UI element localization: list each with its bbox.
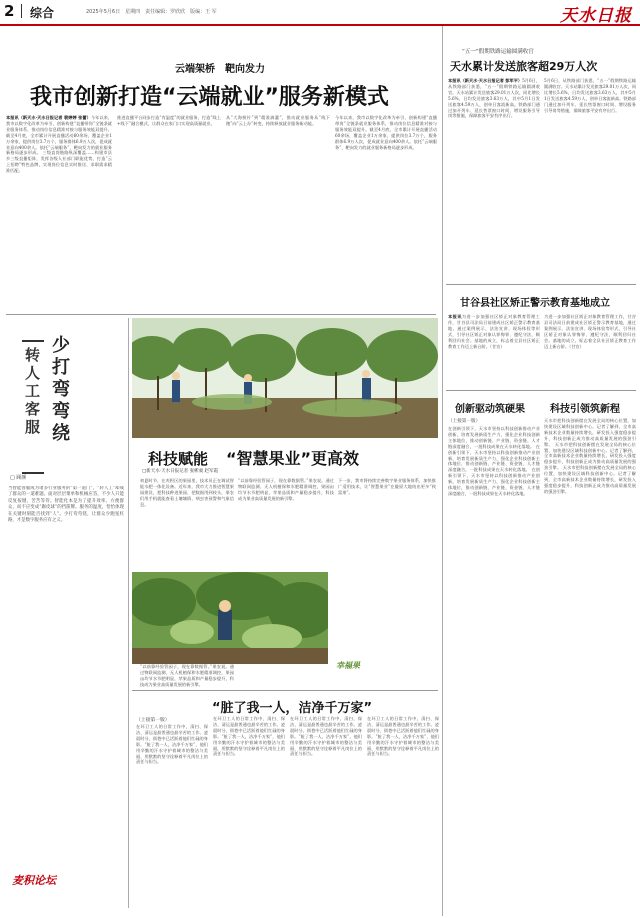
feature-bottom-rule <box>132 690 438 691</box>
bottom-subline: （上接第一版） <box>136 718 170 723</box>
bottom-body-col1: 在环卫工人的日常工作中，清扫、保洁、清运是最普通也最辛苦的工作。凌晨时分，街巷中已活跃着他们忙碌的身影。“脏了我一人，洁净千万家”，他们用辛勤的汗水守护着城市的整洁与美丽，用默默的坚守诠释着平凡岗位上的责任与担当。 <box>136 724 208 765</box>
right-top-headline: 天水累计发送旅客超29万人次 <box>450 60 598 73</box>
feature-body-col1b: “以前靠经验管园子，现在靠数据管。”果农说。通过物联网监测、无人机植保和水肥精准调控，果园亩均节水节肥明显，苹果品质和产量稳步提升，科技成为果业高质量发展的新引擎。 <box>140 664 234 687</box>
gangu-col1: 本报讯为进一步加强社区矫正对象教育管理工作，甘谷县司法局日前建成社区矫正警示教育基地，通过案例展示、法治宣讲、现场体验等形式，引导社区矫正对象认罪悔罪、遵纪守法，顺利回归社会。基地的成立，标志着全县社区矫正教育工作迈上新台阶。（甘宣） <box>448 314 540 349</box>
orchard-photo-image <box>132 318 438 438</box>
left-column-divider <box>128 318 129 908</box>
column-left-body: 在创新引领下，天水市坚持以科技创新推动产业创新，培育发展新质生产力，强化企业科技创新主体地位，推动创新链、产业链、资金链、人才链深度融合，一批科技成果在天水转化落地。 在创新引领下，天水市坚持以科技创新推动产业创新，培育发展新质生产力，强化企业科技创新主体地位，推动创新链、产业链、资金链、人才链深度融合，一批科技成果在天水转化落地。 在创新引领下，天水市坚持以科技创新推动产业创新，培育发展新质生产力，强化企业科技创新主体地位，推动创新链、产业链、资金链、人才链深度融合，一批科技成果在天水转化落地。 <box>448 426 540 496</box>
side-body: 当智能客服成为诸多行业服务的“第一道门”，“转人工”却成了群众的一道难题。面对层层菜单和机械应答，不少人只能反复按键、苦苦等待。智能化本是为了提升效率、方便群众，而不应变成“踢皮球”的挡箭牌。服务的温度，恰恰体现在关键时刻能否找到“人”。少打弯弯绕，让群众少跑冤枉路，才是数字服务应有之义。 <box>8 486 124 524</box>
right-column-divider <box>442 26 443 916</box>
feature-headline-a: 科技赋能 <box>148 450 209 468</box>
feature-logo-text: 幸福果 <box>336 660 360 670</box>
side-byline: □ 顾颜 <box>10 475 27 481</box>
feature-photo-small <box>132 572 328 664</box>
right-top-kicker: “五一”假期铁路运输圆满收官 <box>462 49 534 55</box>
lead-body-col2 <box>117 115 221 311</box>
side-vertical-box <box>22 340 44 474</box>
lead-bottom-rule <box>6 314 436 315</box>
right-top-col1: 本报讯（新天水·天水日报记者 彭军平）5月6日，从铁路部门获悉，“五一”假期铁路运输圆满收官。天水站累计发送旅客29.01万人次，同比增长5.6%，日均发送旅客3.63万人，其中5月1日发送旅客4.59万人，创单日客流新高。铁路部门通过加开列车、延长售票窗口时间、增设服务引导岗等措施，保障旅客平安有序出行。 <box>448 78 540 119</box>
lead-body-b: 三级直岗链路纵深覆盖……构建市县乡三级直播矩阵，发挥各级人社部门职能优势，打造“云上招聘”特色品牌，实现岗位信息实时推送、求职需求精准匹配。 <box>6 150 112 174</box>
orchard-close-photo <box>132 572 328 664</box>
masthead-divider <box>21 4 22 18</box>
lead-body-a: 今年以来，我市以数字化改革为牵引，创新构建“直播带岗”全链条就业服务体系，推动岗位信息精准对接与服务效能双提升。截至4月底，全市累计开展直播活动60余场，覆盖企业1万余家，提供岗位3.7万个，服务群体6.9万人次，促成就业意向400余人。依托“云端服务”，靶向发力的就业服务新格局逐步形成。 <box>6 115 112 156</box>
right-top-rule <box>446 284 636 285</box>
column-right-headline: 科技引领筑新程 <box>550 404 620 415</box>
bottom-body-col3: 在环卫工人的日常工作中，清扫、保洁、清运是最普通也最辛苦的工作。凌晨时分，街巷中已活跃着他们忙碌的身影。“脏了我一人，洁净千万家”，他们用辛勤的汗水守护着城市的整洁与美丽，用默默的坚守诠释着平凡岗位上的责任与担当。 <box>290 716 362 757</box>
lead-body-col4 <box>335 115 437 311</box>
column-right-body: 天水市把科技创新摆在发展全局的核心位置，加快建设区域科技创新中心。记者了解到，全市高新技术企业数量持续增长，研发投入强度稳步提升，科技创新正成为推动高质量发展的强劲引擎。 天水市把科技创新摆在发展全局的核心位置，加快建设区域科技创新中心。记者了解到，全市高新技术企业数量持续增长，研发投入强度稳步提升，科技创新正成为推动高质量发展的强劲引擎。 天水市把科技创新摆在发展全局的核心位置，加快建设区域科技创新中心。记者了解到，全市高新技术企业数量持续增长，研发投入强度稳步提升，科技创新正成为推动高质量发展的强劲引擎。 <box>544 418 636 494</box>
bottom-headline: “脏了我一人，洁净千万家” <box>212 701 373 716</box>
gangu-headline: 甘谷县社区矫正警示教育基地成立 <box>460 298 610 309</box>
column-left-headline: 创新驱动筑硬果 <box>455 404 525 415</box>
gangu-col2: 为进一步加强社区矫正对象教育管理工作，甘谷县司法局日前建成社区矫正警示教育基地，通过案例展示、法治宣讲、现场体验等形式，引导社区矫正对象认罪悔罪、遵纪守法，顺利回归社会。基地的成立，标志着全县社区矫正教育工作迈上新台阶。（甘宣） <box>544 314 636 349</box>
orchard-photo <box>132 318 438 438</box>
feature-body-col1: 初夏时节，在麦积区的果园里，技术员正在调试智能水肥一体化设备。近年来，我市大力推进智慧果园建设，把科技种进果园、把数据用到枝头，果农们用手机就能查看土壤墒情、病虫害预警和气象信息。 <box>140 478 234 507</box>
lead-body-c: 推进直播平台同步打造“有温度”的就业服务，打造“线上+线下”融合模式，让群众在家门口实现高质量就业。 <box>117 115 221 126</box>
bottom-body-col4: 在环卫工人的日常工作中，清扫、保洁、清运是最普通也最辛苦的工作。凌晨时分，街巷中已活跃着他们忙碌的身影。“脏了我一人，洁净千万家”，他们用辛勤的汗水守护着城市的整洁与美丽，用默默的坚守诠释着平凡岗位上的责任与担当。 <box>367 716 439 757</box>
section-name: 综合 <box>30 6 55 20</box>
side-footer-logo: 麦积论坛 <box>12 874 56 887</box>
page-number: 2 <box>4 2 15 20</box>
gangu-bottom-rule <box>446 390 636 391</box>
feature-byline: □新天水·天水日报记者 张彬昶 赵军霞 <box>142 469 219 474</box>
right-top-col2: 5月6日，从铁路部门获悉，“五一”假期铁路运输圆满收官。天水站累计发送旅客29.01万人次，同比增长5.6%，日均发送旅客3.63万人，其中5月1日发送旅客4.59万人，创单日客流新高。铁路部门通过加开列车、延长售票窗口时间、增设服务引导岗等措施，保障旅客平安有序出行。 <box>544 78 636 113</box>
feature-body-col3: 下一步，我市将持续完善数字果业服务体系，加快推广适用技术，让“智慧果业”在陇原大地结出更多“致富果”。 <box>338 478 436 495</box>
masthead <box>0 0 640 26</box>
feature-headline-b: “智慧果业”更高效 <box>226 449 360 468</box>
bottom-body-col2: 在环卫工人的日常工作中，清扫、保洁、清运是最普通也最辛苦的工作。凌晨时分，街巷中已活跃着他们忙碌的身影。“脏了我一人，洁净千万家”，他们用辛勤的汗水守护着城市的整洁与美丽，用默默的坚守诠释着平凡岗位上的责任与担当。 <box>213 716 285 757</box>
lead-body-col3 <box>226 115 330 311</box>
lead-headline: 我市创新打造“云端就业”服务新模式 <box>30 85 389 110</box>
lead-body-d2: 今年以来，我市以数字化改革为牵引，创新构建“直播带岗”全链条就业服务体系，推动岗位信息精准对接与服务效能双提升。截至4月底，全市累计开展直播活动60余场，覆盖企业1万余家，提供岗位3.7万个，服务群体6.9万人次，促成就业意向400余人。依托“云端服务”，靶向发力的就业服务新格局逐步形成。 <box>335 115 437 150</box>
lead-body-d: 从“大海捞针”到“精准滴灌”，推动就业服务从“线下跑”向“云上办”转变，持续释放就业服务新动能。 <box>226 115 330 126</box>
side-vertical-label: 转人工客服 <box>25 346 41 436</box>
column-left-subline: （上接第一版） <box>448 419 481 424</box>
lead-kicker: 云端架桥 靶向发力 <box>175 64 265 75</box>
lead-byline: 本报讯（新天水·天水日报记者 裴婷婷 张蕾） <box>6 115 91 120</box>
paper-logo: 天水日报 <box>560 6 632 26</box>
side-title: 少打弯弯绕 <box>52 335 70 444</box>
lead-body-col1 <box>6 115 112 311</box>
feature-body-col2: “以前靠经验管园子，现在靠数据管。”果农说。通过物联网监测、无人机植保和水肥精准调控，果园亩均节水节肥明显，苹果品质和产量稳步提升，科技成为果业高质量发展的新引擎。 <box>238 478 334 501</box>
masthead-meta: 2025年5月6日 星期四 责任编辑：罗欣欣 版编：王 军 <box>86 9 217 15</box>
